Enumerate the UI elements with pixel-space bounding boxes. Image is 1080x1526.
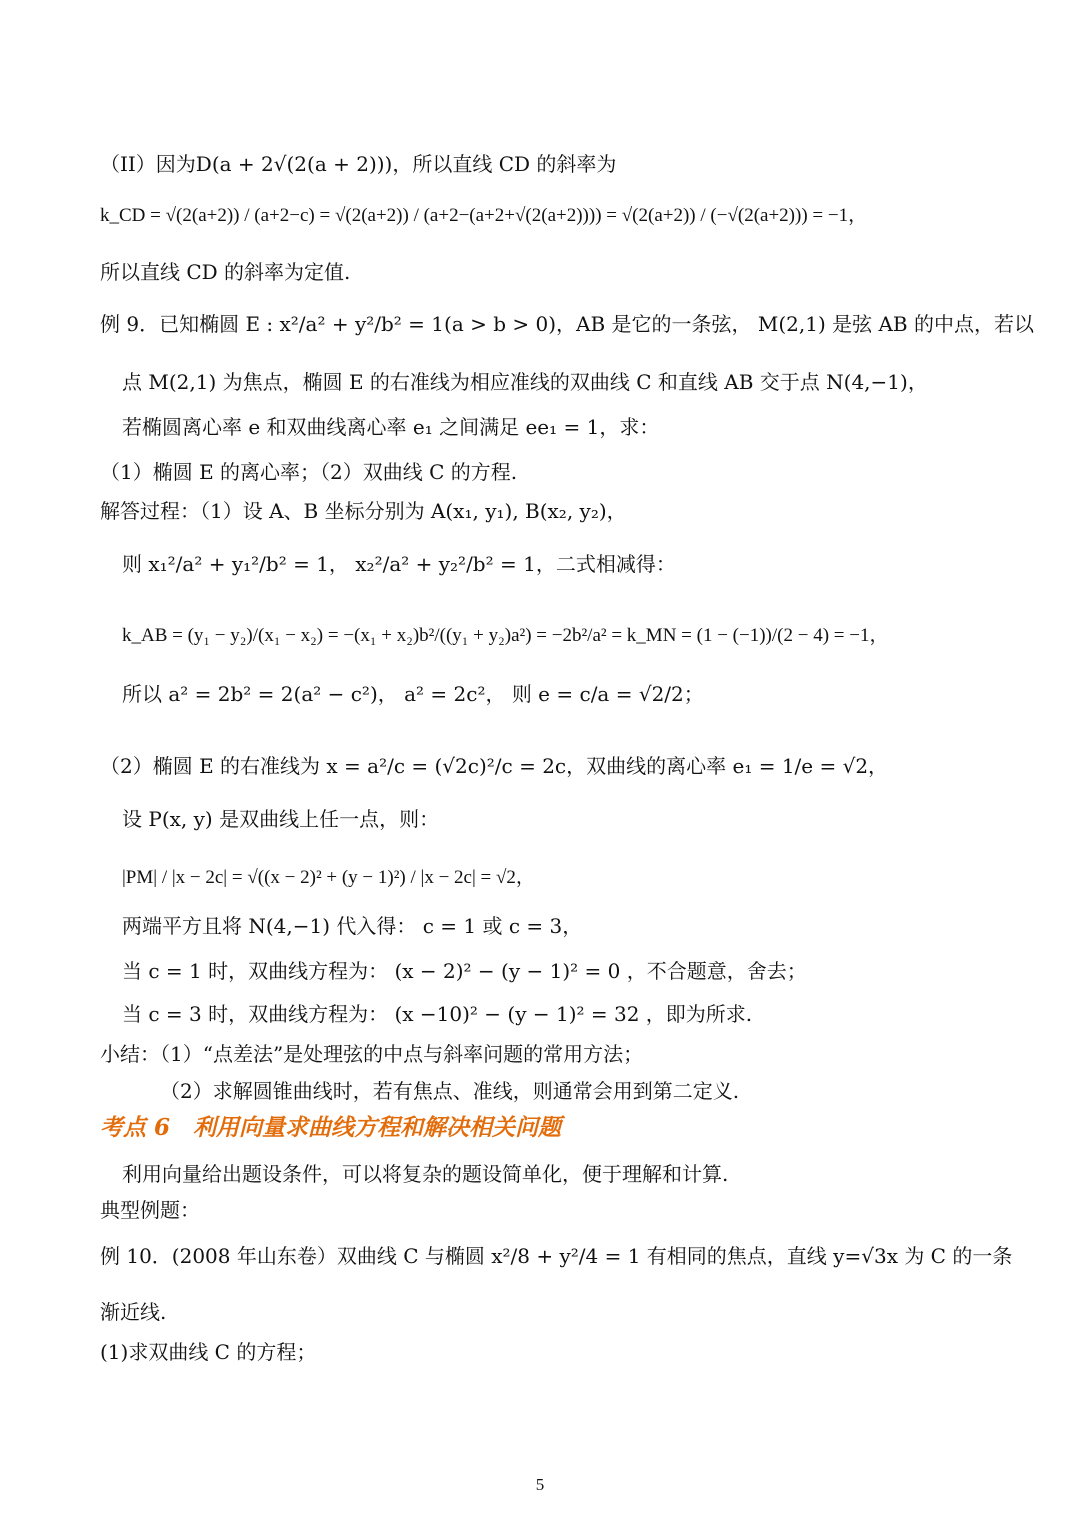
- example-10-question-1: (1)求双曲线 C 的方程；: [100, 1340, 317, 1364]
- example-9-questions: （1）椭圆 E 的离心率；（2）双曲线 C 的方程.: [100, 460, 518, 484]
- summary-point-2: （2）求解圆锥曲线时，若有焦点、准线，则通常会用到第二定义.: [160, 1079, 740, 1103]
- case-c-equals-3: 当 c = 3 时，双曲线方程为： (x −10)² − (y − 1)² = 32 ，即为所求.: [122, 1002, 753, 1026]
- slope-ab-equation: k_AB = (y₁ − y₂)/(x₁ − x₂) = −(x₁ + x₂)b²/((y₁ + y₂)a²) = −2b²/a² = k_MN = (1 − (−1))/(2 − 4) = −1，: [122, 625, 889, 646]
- example-9-statement: 例 9．已知椭圆 E : x²/a² + y²/b² = 1(a > b > 0)，AB 是它的一条弦， M(2,1) 是弦 AB 的中点，若以: [100, 312, 1034, 336]
- slope-cd-equation: k_CD = √(2(a+2)) / (a+2−c) = √(2(a+2)) / (a+2−(a+2+√(2(a+2)))) = √(2(a+2)) / (−√(2(a+2))) = −1，: [100, 205, 868, 226]
- example-9-condition-2: 若椭圆离心率 e 和双曲线离心率 e₁ 之间满足 ee₁ = 1，求：: [122, 415, 660, 439]
- summary-point-1: 小结：（1）“点差法”是处理弦的中点与斜率问题的常用方法；: [100, 1042, 644, 1066]
- distance-ratio-equation: |PM| / |x − 2c| = √((x − 2)² + (y − 1)²) / |x − 2c| = √2，: [122, 867, 535, 888]
- example-9-condition-1: 点 M(2,1) 为焦点，椭圆 E 的右准线为相应准线的双曲线 C 和直线 AB 交于点 N(4,−1)，: [122, 370, 928, 394]
- solution-part2-intro: （II）因为D(a + 2√(2(a + 2)))，所以直线 CD 的斜率为: [100, 152, 617, 176]
- slope-cd-conclusion: 所以直线 CD 的斜率为定值.: [100, 260, 351, 284]
- eccentricity-result: 所以 a² = 2b² = 2(a² − c²)， a² = 2c²， 则 e = c/a = √2/2；: [122, 682, 704, 706]
- solution-step-1: 解答过程：（1）设 A、B 坐标分别为 A(x₁, y₁), B(x₂, y₂)，: [100, 499, 627, 523]
- point-p-definition: 设 P(x, y) 是双曲线上任一点，则：: [122, 807, 440, 831]
- solution-ellipse-equations: 则 x₁²/a² + y₁²/b² = 1， x₂²/a² + y₂²/b² = 1，二式相减得：: [122, 552, 676, 576]
- substitution-result: 两端平方且将 N(4,−1) 代入得： c = 1 或 c = 3，: [122, 914, 583, 938]
- typical-examples-label: 典型例题：: [100, 1198, 200, 1222]
- page-number: 5: [535, 1475, 545, 1494]
- section-intro: 利用向量给出题设条件，可以将复杂的题设简单化，便于理解和计算.: [122, 1162, 729, 1186]
- example-10-statement-cont: 渐近线.: [100, 1300, 167, 1324]
- case-c-equals-1: 当 c = 1 时，双曲线方程为： (x − 2)² − (y − 1)² = 0 ，不合题意，舍去；: [122, 959, 807, 983]
- solution-part2-directrix: （2）椭圆 E 的右准线为 x = a²/c = (√2c)²/c = 2c，双曲线的离心率 e₁ = 1/e = √2，: [100, 754, 889, 778]
- section-heading: 考点 6 利用向量求曲线方程和解决相关问题: [100, 1114, 562, 1141]
- example-10-statement: 例 10．(2008 年山东卷）双曲线 C 与椭圆 x²/8 + y²/4 = 1 有相同的焦点，直线 y=√3x 为 C 的一条: [100, 1244, 1013, 1268]
